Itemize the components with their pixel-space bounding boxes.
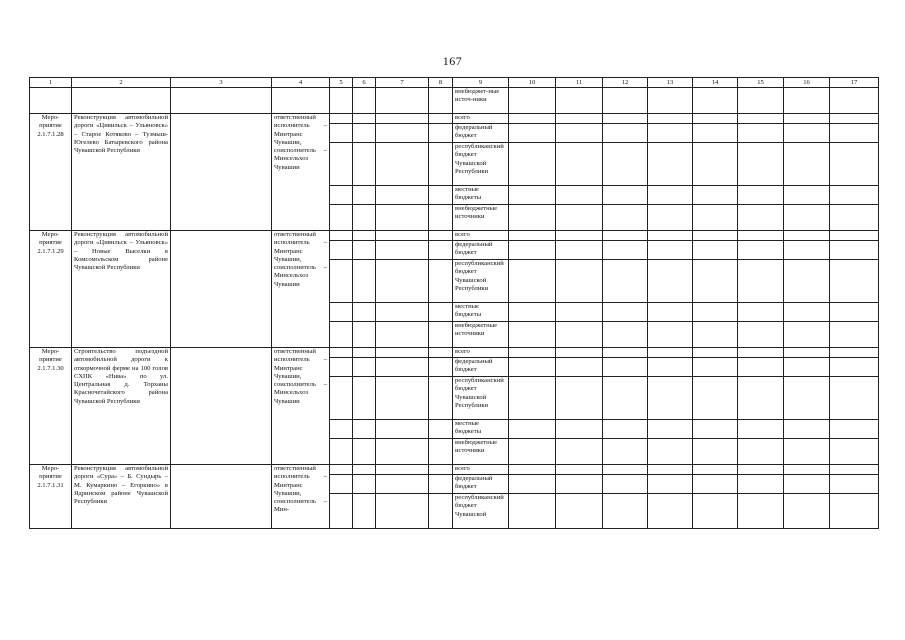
table-cell <box>648 88 693 114</box>
table-cell <box>30 88 72 114</box>
funding-source-cell: местные бюджеты <box>453 303 509 322</box>
table-cell <box>603 494 648 529</box>
table-cell <box>784 322 830 348</box>
funding-source-cell: федеральный бюджет <box>453 475 509 494</box>
table-cell <box>429 475 453 494</box>
table-cell <box>429 439 453 465</box>
table-cell <box>330 205 353 231</box>
table-cell <box>556 205 603 231</box>
funding-source-cell: всего <box>453 231 509 241</box>
table-cell <box>171 348 272 465</box>
event-name-cell: Реконструкция автомобильной дороги «Цивильск – Ульяновск» – Старое Котяково – Тузмыш-Югелево Батыревского района Чувашской Республики <box>72 114 171 231</box>
table-row <box>30 465 879 475</box>
table-cell <box>556 465 603 475</box>
table-cell <box>738 114 784 124</box>
page-number: 167 <box>442 54 463 68</box>
table-cell <box>830 124 879 143</box>
table-cell <box>693 124 738 143</box>
table-cell <box>693 303 738 322</box>
funding-source-cell: всего <box>453 465 509 475</box>
executor-cell: ответственный исполнитель – Минтранс Чувашии, соисполнитель – Минсельхоз Чувашии <box>272 114 330 231</box>
table-cell <box>830 260 879 303</box>
table-cell <box>830 205 879 231</box>
event-name-cell: Реконструкция автомобильной дороги «Сура» – Б. Сундырь – М. Кумаркино – Егоркино» в Ядринском районе Чувашской Республики <box>72 465 171 529</box>
table-cell <box>330 420 353 439</box>
continuation-row <box>30 88 879 114</box>
table-cell <box>376 260 429 303</box>
table-cell <box>784 358 830 377</box>
table-cell <box>509 358 556 377</box>
table-cell <box>830 303 879 322</box>
table-cell <box>376 186 429 205</box>
table-cell <box>830 88 879 114</box>
table-cell <box>784 88 830 114</box>
table-cell <box>429 143 453 186</box>
table-cell <box>353 88 376 114</box>
table-cell <box>556 348 603 358</box>
table-cell <box>509 143 556 186</box>
table-cell <box>830 439 879 465</box>
table-cell <box>603 475 648 494</box>
table-cell <box>738 439 784 465</box>
table-cell <box>738 322 784 348</box>
table-cell <box>353 186 376 205</box>
table-cell <box>330 231 353 241</box>
table-cell <box>330 439 353 465</box>
table-cell <box>376 475 429 494</box>
table-cell <box>830 186 879 205</box>
table-cell <box>353 241 376 260</box>
table-cell <box>353 205 376 231</box>
table-cell <box>648 475 693 494</box>
funding-source-cell: внебюджет-ные источ-ники <box>453 88 509 114</box>
table-cell <box>648 124 693 143</box>
header-row <box>30 78 879 88</box>
column-header: 14 <box>693 78 738 88</box>
table-cell <box>648 358 693 377</box>
column-header: 4 <box>272 78 330 88</box>
table-cell <box>693 358 738 377</box>
table-cell <box>556 439 603 465</box>
table-cell <box>830 377 879 420</box>
column-header: 9 <box>453 78 509 88</box>
table-cell <box>603 420 648 439</box>
table-cell <box>738 205 784 231</box>
table-cell <box>509 348 556 358</box>
table-cell <box>603 358 648 377</box>
table-cell <box>556 303 603 322</box>
table-cell <box>353 465 376 475</box>
table-cell <box>784 143 830 186</box>
table-row <box>30 114 879 124</box>
table-cell <box>830 143 879 186</box>
table-cell <box>648 322 693 348</box>
table-cell <box>556 420 603 439</box>
table-cell <box>330 377 353 420</box>
table-cell <box>429 114 453 124</box>
executor-cell: ответственный исполнитель – Минтранс Чувашии, соисполнитель – Мин- <box>272 465 330 529</box>
table-cell <box>830 241 879 260</box>
event-name-cell: Реконструкция автомобильной дороги «Цивильск – Ульяновск» – Новые Выселки в Комсомольском районе Чувашской Республики <box>72 231 171 348</box>
table-cell <box>509 377 556 420</box>
table-cell <box>603 143 648 186</box>
table-cell <box>603 303 648 322</box>
table-cell <box>830 231 879 241</box>
table-cell <box>509 231 556 241</box>
table-cell <box>376 439 429 465</box>
table-cell <box>784 231 830 241</box>
funding-source-cell: республиканский бюджет Чувашской Республики <box>453 377 509 420</box>
table-cell <box>429 260 453 303</box>
table-cell <box>556 143 603 186</box>
column-header: 10 <box>509 78 556 88</box>
column-header: 1 <box>30 78 72 88</box>
table-cell <box>784 377 830 420</box>
table-cell <box>693 114 738 124</box>
table-cell <box>509 494 556 529</box>
table-cell <box>429 303 453 322</box>
table-cell <box>171 231 272 348</box>
table-cell <box>603 124 648 143</box>
table-cell <box>648 260 693 303</box>
table-cell <box>738 494 784 529</box>
table-cell <box>648 114 693 124</box>
table-cell <box>784 186 830 205</box>
event-code-cell: Меро-приятие 2.1.7.1.30 <box>30 348 72 465</box>
table-cell <box>376 494 429 529</box>
table-cell <box>509 88 556 114</box>
table-cell <box>784 260 830 303</box>
event-code-cell: Меро-приятие 2.1.7.1.28 <box>30 114 72 231</box>
funding-source-cell: республиканский бюджет Чувашской <box>453 494 509 529</box>
column-header: 8 <box>429 78 453 88</box>
table-cell <box>830 420 879 439</box>
table-cell <box>429 88 453 114</box>
funding-source-cell: федеральный бюджет <box>453 358 509 377</box>
table-cell <box>784 420 830 439</box>
table-cell <box>603 88 648 114</box>
table-cell <box>353 303 376 322</box>
column-header: 11 <box>556 78 603 88</box>
table-cell <box>693 420 738 439</box>
table-cell <box>376 377 429 420</box>
table-cell <box>784 475 830 494</box>
table-cell <box>603 322 648 348</box>
table-cell <box>784 114 830 124</box>
table-cell <box>556 475 603 494</box>
table-cell <box>693 494 738 529</box>
table-cell <box>693 260 738 303</box>
table-cell <box>830 494 879 529</box>
table-cell <box>784 205 830 231</box>
table-cell <box>330 124 353 143</box>
table-cell <box>330 186 353 205</box>
funding-source-cell: внебюджетные источники <box>453 205 509 231</box>
table-cell <box>509 322 556 348</box>
table-cell <box>376 322 429 348</box>
table-cell <box>330 358 353 377</box>
table-cell <box>738 231 784 241</box>
table-cell <box>353 231 376 241</box>
table-cell <box>556 322 603 348</box>
column-header: 13 <box>648 78 693 88</box>
table-cell <box>603 439 648 465</box>
table-cell <box>693 231 738 241</box>
table-cell <box>376 348 429 358</box>
table-cell <box>693 241 738 260</box>
table-cell <box>171 88 272 114</box>
table-cell <box>509 439 556 465</box>
table-cell <box>603 186 648 205</box>
table-cell <box>556 88 603 114</box>
table-cell <box>376 303 429 322</box>
table-cell <box>648 494 693 529</box>
table-cell <box>171 114 272 231</box>
table-cell <box>784 303 830 322</box>
table-cell <box>738 241 784 260</box>
table-row <box>30 348 879 358</box>
table-cell <box>556 260 603 303</box>
table-cell <box>429 348 453 358</box>
table-cell <box>72 88 171 114</box>
table-cell <box>353 143 376 186</box>
table-cell <box>376 114 429 124</box>
table-cell <box>784 465 830 475</box>
table-cell <box>509 186 556 205</box>
table-cell <box>353 420 376 439</box>
funding-source-cell: местные бюджеты <box>453 420 509 439</box>
table-cell <box>830 358 879 377</box>
table-cell <box>693 88 738 114</box>
table-cell <box>353 124 376 143</box>
table-cell <box>784 494 830 529</box>
table-cell <box>693 322 738 348</box>
table-cell <box>353 439 376 465</box>
budget-table <box>29 77 879 529</box>
table-cell <box>509 260 556 303</box>
funding-source-cell: федеральный бюджет <box>453 241 509 260</box>
table-cell <box>509 475 556 494</box>
table-cell <box>429 124 453 143</box>
column-header: 3 <box>171 78 272 88</box>
table-cell <box>738 465 784 475</box>
table-cell <box>830 348 879 358</box>
funding-source-cell: всего <box>453 348 509 358</box>
table-cell <box>330 348 353 358</box>
table-cell <box>738 377 784 420</box>
column-header: 12 <box>603 78 648 88</box>
table-cell <box>429 377 453 420</box>
table-cell <box>509 114 556 124</box>
table-cell <box>509 124 556 143</box>
table-cell <box>330 322 353 348</box>
table-cell <box>648 465 693 475</box>
table-cell <box>353 322 376 348</box>
table-cell <box>429 205 453 231</box>
table-cell <box>784 124 830 143</box>
funding-source-cell: республиканский бюджет Чувашской Республики <box>453 260 509 303</box>
table-cell <box>738 260 784 303</box>
table-cell <box>556 114 603 124</box>
table-cell <box>693 439 738 465</box>
table-row <box>30 231 879 241</box>
funding-source-cell: республиканский бюджет Чувашской Республики <box>453 143 509 186</box>
table-cell <box>693 475 738 494</box>
table-cell <box>429 322 453 348</box>
table-cell <box>330 241 353 260</box>
event-name-cell: Строительство подъездной автомобильной дороги к откормочной ферме на 100 голов СХПК «Нива» по ул. Центральная д. Торханы Красночетайского района Чувашской Республики <box>72 348 171 465</box>
table-cell <box>353 114 376 124</box>
table-cell <box>272 88 330 114</box>
table-cell <box>171 465 272 529</box>
executor-cell: ответственный исполнитель – Минтранс Чувашии, соисполнитель – Минсельхоз Чувашии <box>272 348 330 465</box>
table-cell <box>738 186 784 205</box>
table-cell <box>353 377 376 420</box>
table-cell <box>603 348 648 358</box>
column-header: 2 <box>72 78 171 88</box>
table-cell <box>429 231 453 241</box>
executor-cell: ответственный исполнитель – Минтранс Чувашии, соисполнитель – Минсельхоз Чувашии <box>272 231 330 348</box>
table-cell <box>603 465 648 475</box>
table-body <box>30 78 879 529</box>
table-cell <box>330 303 353 322</box>
table-cell <box>509 303 556 322</box>
table-cell <box>738 124 784 143</box>
table-cell <box>603 205 648 231</box>
table-cell <box>693 377 738 420</box>
event-code-cell: Меро-приятие 2.1.7.1.31 <box>30 465 72 529</box>
table-cell <box>429 358 453 377</box>
column-header: 7 <box>376 78 429 88</box>
funding-source-cell: внебюджетные источники <box>453 439 509 465</box>
table-cell <box>429 465 453 475</box>
table-cell <box>603 231 648 241</box>
column-header: 5 <box>330 78 353 88</box>
table-cell <box>738 358 784 377</box>
table-cell <box>738 143 784 186</box>
table-cell <box>648 439 693 465</box>
table-cell <box>376 465 429 475</box>
table-cell <box>509 205 556 231</box>
table-cell <box>376 205 429 231</box>
table-cell <box>784 348 830 358</box>
table-cell <box>330 114 353 124</box>
table-cell <box>830 322 879 348</box>
table-cell <box>648 231 693 241</box>
table-cell <box>648 205 693 231</box>
table-cell <box>353 260 376 303</box>
funding-source-cell: федеральный бюджет <box>453 124 509 143</box>
table-cell <box>556 241 603 260</box>
table-cell <box>648 303 693 322</box>
table-cell <box>603 377 648 420</box>
table-cell <box>376 241 429 260</box>
table-cell <box>330 143 353 186</box>
table-cell <box>509 241 556 260</box>
table-cell <box>784 241 830 260</box>
column-header: 16 <box>784 78 830 88</box>
table-cell <box>353 348 376 358</box>
table-cell <box>556 494 603 529</box>
event-code-cell: Меро-приятие 2.1.7.1.29 <box>30 231 72 348</box>
table-cell <box>509 420 556 439</box>
table-cell <box>784 439 830 465</box>
table-cell <box>648 241 693 260</box>
table-cell <box>556 358 603 377</box>
table-cell <box>738 475 784 494</box>
funding-source-cell: местные бюджеты <box>453 186 509 205</box>
table-cell <box>330 260 353 303</box>
funding-source-cell: внебюджетные источники <box>453 322 509 348</box>
table-cell <box>376 124 429 143</box>
table-cell <box>556 377 603 420</box>
table-cell <box>376 420 429 439</box>
table-cell <box>376 231 429 241</box>
table-cell <box>603 241 648 260</box>
table-cell <box>509 465 556 475</box>
table-cell <box>353 358 376 377</box>
table-cell <box>330 465 353 475</box>
table-cell <box>603 114 648 124</box>
table-cell <box>353 475 376 494</box>
table-cell <box>429 241 453 260</box>
table-cell <box>353 494 376 529</box>
table-cell <box>556 186 603 205</box>
table-cell <box>429 420 453 439</box>
table-cell <box>648 143 693 186</box>
table-cell <box>330 494 353 529</box>
table-cell <box>330 475 353 494</box>
table-cell <box>693 465 738 475</box>
table-cell <box>330 88 353 114</box>
table-cell <box>830 465 879 475</box>
table-cell <box>376 358 429 377</box>
column-header: 6 <box>353 78 376 88</box>
column-header: 15 <box>738 78 784 88</box>
table-cell <box>648 377 693 420</box>
table-cell <box>830 114 879 124</box>
column-header: 17 <box>830 78 879 88</box>
table-cell <box>738 303 784 322</box>
table-cell <box>693 143 738 186</box>
table-cell <box>648 420 693 439</box>
table-cell <box>556 231 603 241</box>
table-cell <box>738 88 784 114</box>
table-cell <box>429 494 453 529</box>
table-cell <box>830 475 879 494</box>
table-cell <box>603 260 648 303</box>
table-cell <box>693 186 738 205</box>
table-cell <box>648 186 693 205</box>
table-cell <box>738 348 784 358</box>
table-cell <box>693 348 738 358</box>
table-cell <box>429 186 453 205</box>
table-cell <box>693 205 738 231</box>
table-cell <box>648 348 693 358</box>
funding-source-cell: всего <box>453 114 509 124</box>
table-cell <box>376 143 429 186</box>
table-cell <box>556 124 603 143</box>
table-cell <box>738 420 784 439</box>
table-cell <box>376 88 429 114</box>
